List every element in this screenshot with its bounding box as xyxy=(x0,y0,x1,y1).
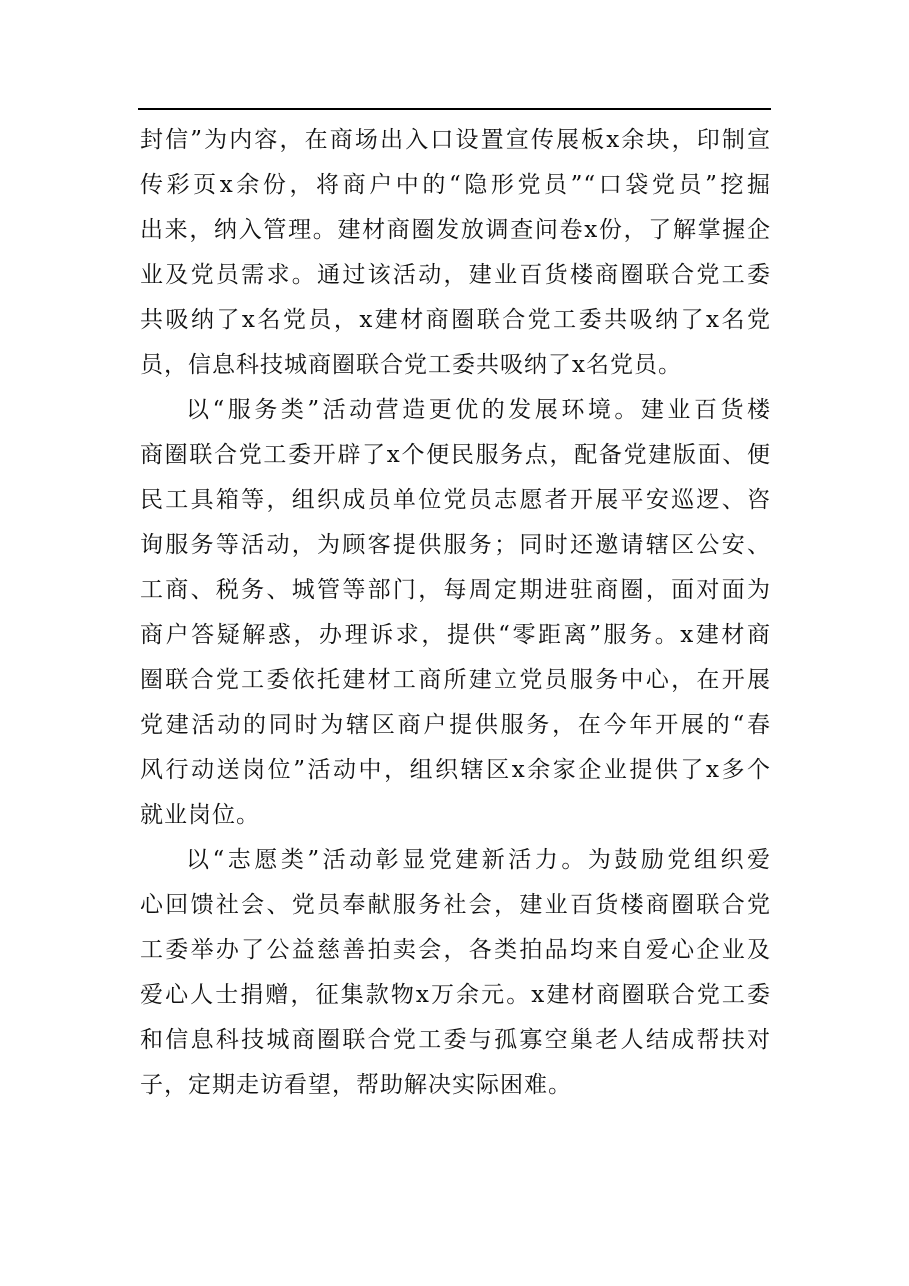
text-line: 和信息科技城商圈联合党工委与孤寡空巢老人结成帮扶对 xyxy=(140,1027,771,1053)
text-line: 传彩页x余份，将商户中的“隐形党员”“口袋党员”挖掘 xyxy=(140,172,771,198)
text-line: 询服务等活动，为顾客提供服务；同时还邀请辖区公安、 xyxy=(140,532,771,558)
text-line: 圈联合党工委依托建材工商所建立党员服务中心，在开展 xyxy=(140,667,771,693)
text-line: 心回馈社会、党员奉献服务社会，建业百货楼商圈联合党 xyxy=(140,892,771,918)
text-line: 工商、税务、城管等部门，每周定期进驻商圈，面对面为 xyxy=(140,577,771,603)
text-line: 封信”为内容，在商场出入口设置宣传展板x余块，印制宣 xyxy=(140,127,771,153)
header-rule xyxy=(138,108,771,110)
text-line: 党建活动的同时为辖区商户提供服务，在今年开展的“春 xyxy=(140,712,771,738)
text-line: 风行动送岗位”活动中，组织辖区x余家企业提供了x多个 xyxy=(140,757,771,783)
text-line: 共吸纳了x名党员，x建材商圈联合党工委共吸纳了x名党 xyxy=(140,307,771,333)
paragraph-1 xyxy=(140,118,771,388)
text-line: 以“服务类”活动营造更优的发展环境。建业百货楼 xyxy=(186,397,771,423)
text-line: 就业岗位。 xyxy=(140,802,260,828)
text-line: 员，信息科技城商圈联合党工委共吸纳了x名党员。 xyxy=(140,352,682,378)
text-line: 出来，纳入管理。建材商圈发放调查问卷x份，了解掌握企 xyxy=(140,217,771,243)
text-line: 子，定期走访看望，帮助解决实际困难。 xyxy=(140,1072,572,1098)
text-line: 商圈联合党工委开辟了x个便民服务点，配备党建版面、便 xyxy=(140,442,771,468)
text-line: 商户答疑解惑，办理诉求，提供“零距离”服务。x建材商 xyxy=(140,622,771,648)
paragraph-3 xyxy=(140,838,771,1108)
text-line: 业及党员需求。通过该活动，建业百货楼商圈联合党工委 xyxy=(140,262,771,288)
body-text xyxy=(140,118,771,1108)
text-line: 以“志愿类”活动彰显党建新活力。为鼓励党组织爱 xyxy=(186,847,771,873)
paragraph-2 xyxy=(140,388,771,838)
text-line: 爱心人士捐赠，征集款物x万余元。x建材商圈联合党工委 xyxy=(140,982,771,1008)
text-line: 工委举办了公益慈善拍卖会，各类拍品均来自爱心企业及 xyxy=(140,937,771,963)
text-line: 民工具箱等，组织成员单位党员志愿者开展平安巡逻、咨 xyxy=(140,487,771,513)
